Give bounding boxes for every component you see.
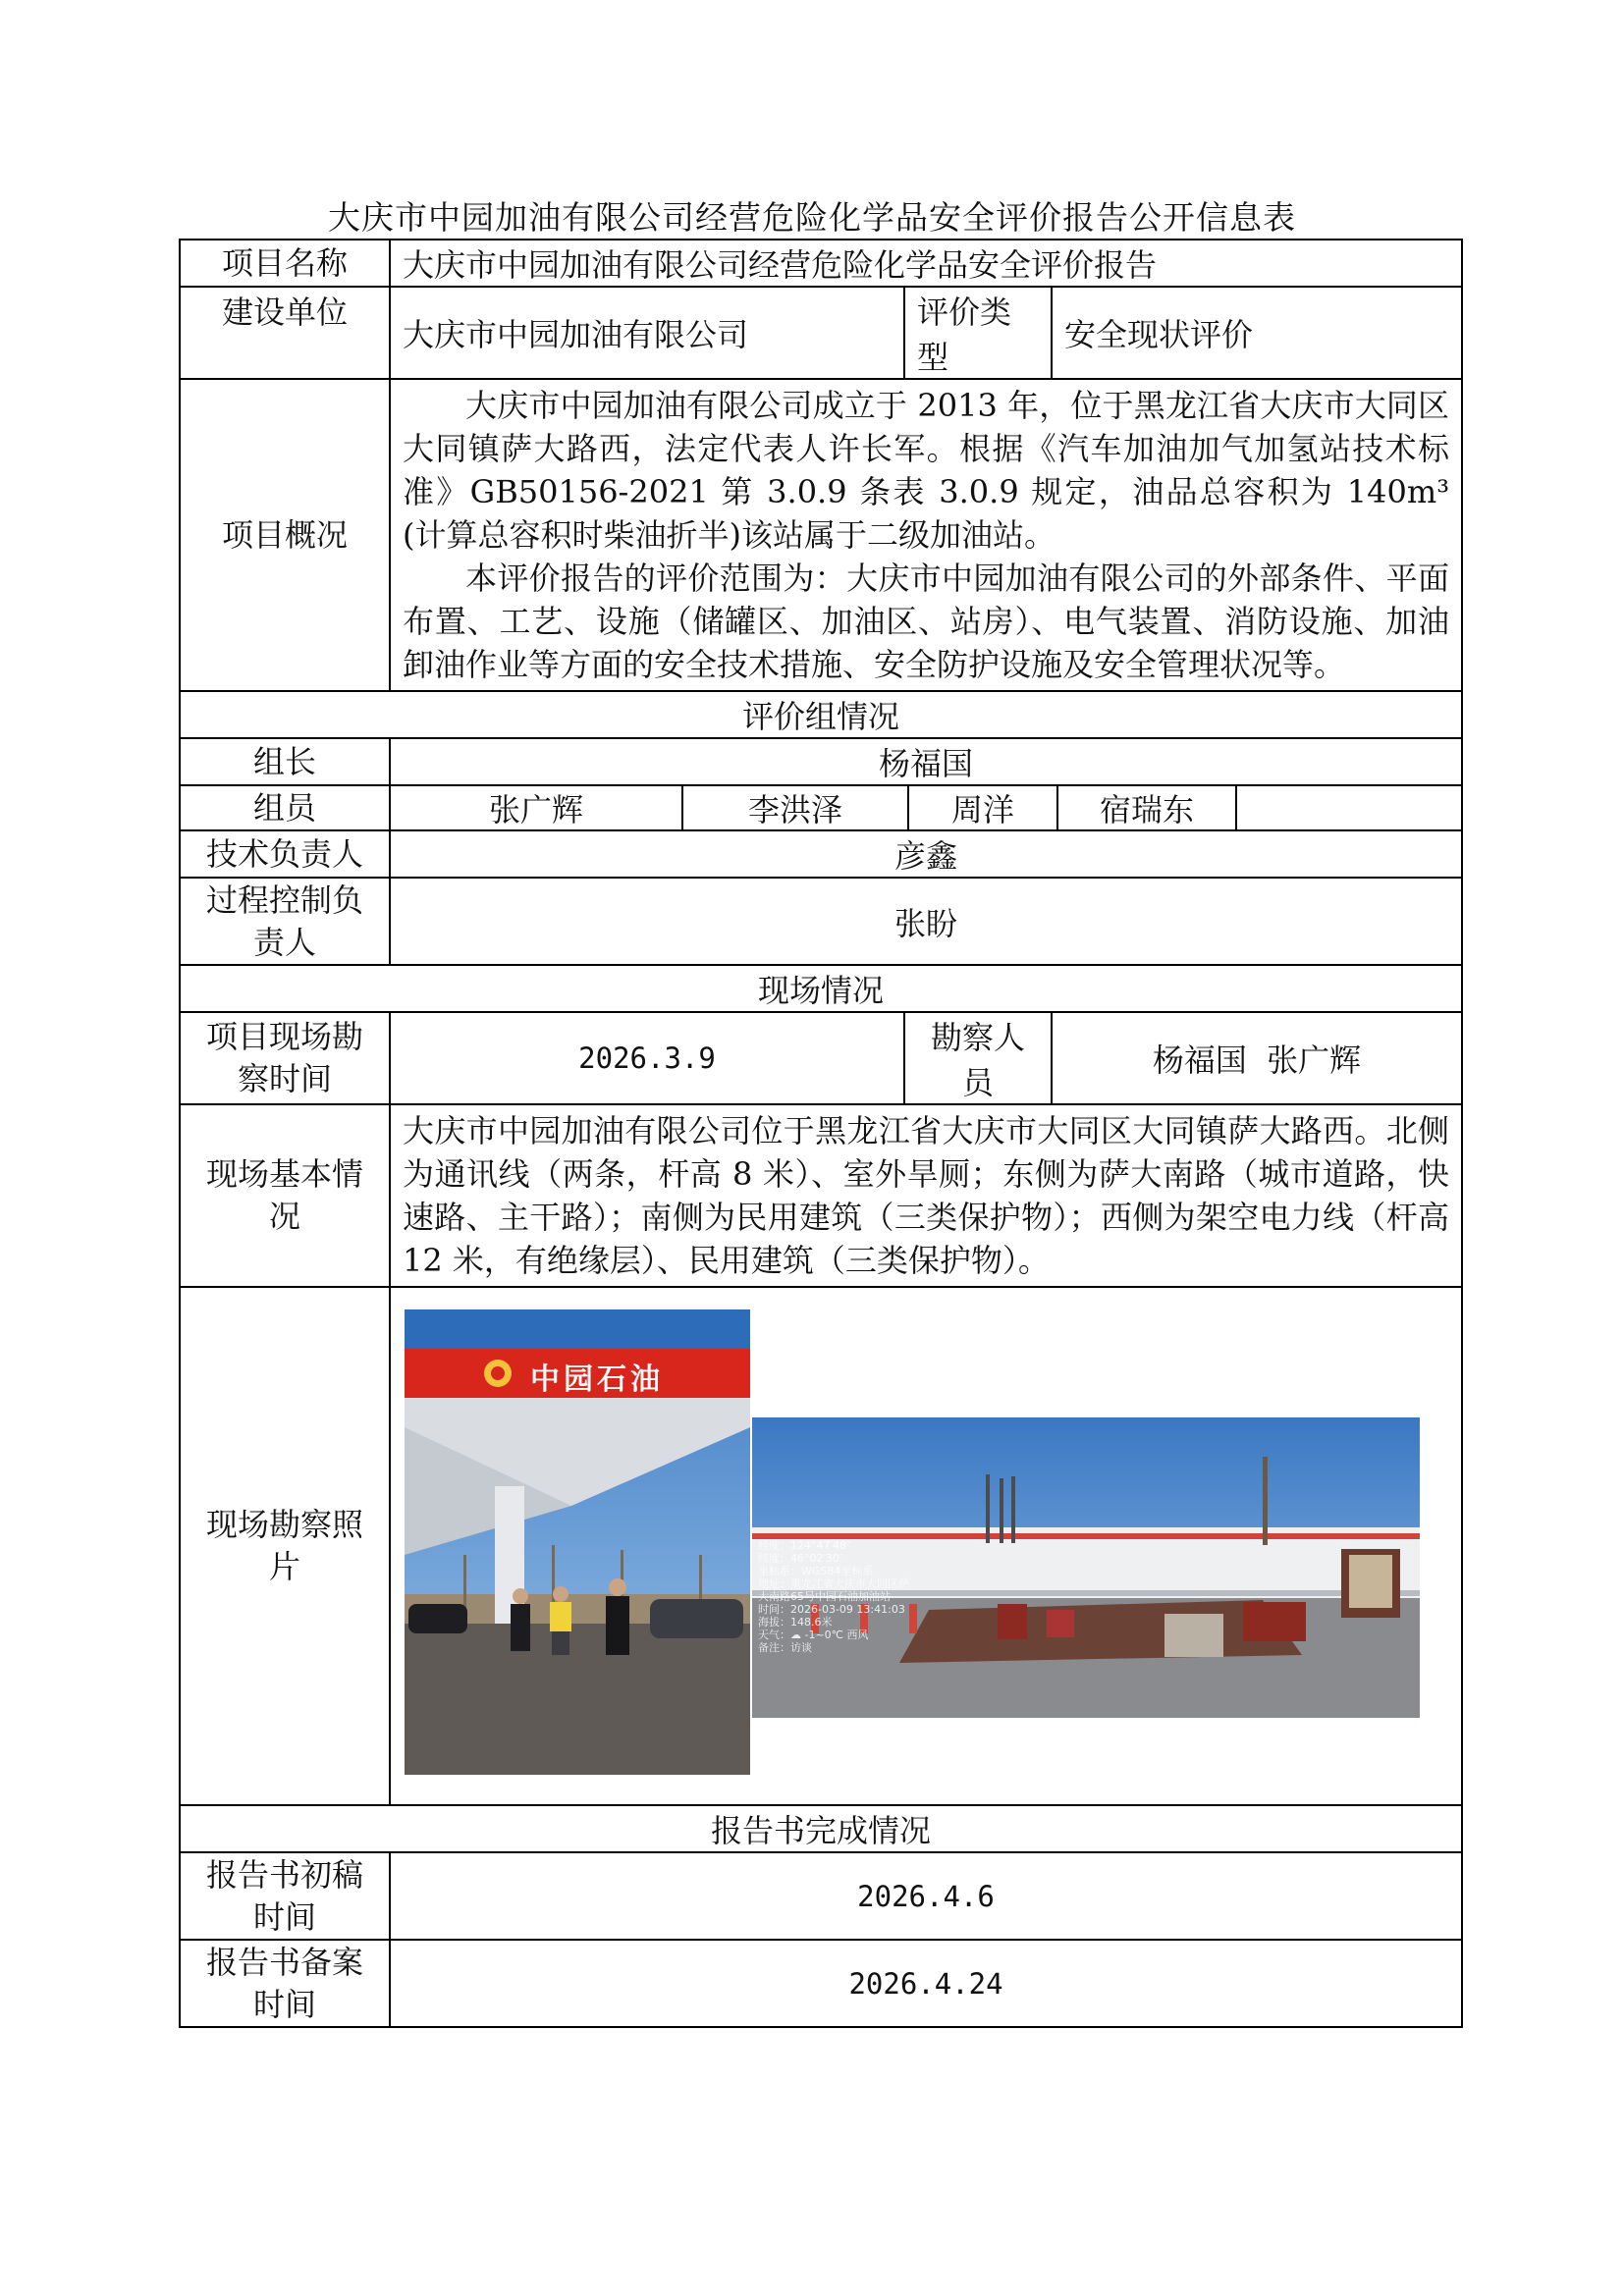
info-table <box>179 239 1463 2028</box>
members-row <box>391 786 1461 829</box>
surveyors-value: 杨福国 张广辉 <box>1052 1012 1462 1104</box>
process-control-value: 张盼 <box>390 878 1462 965</box>
project-name-label: 项目名称 <box>180 240 390 287</box>
survey-time-value: 2026.3.9 <box>390 1012 904 1104</box>
project-overview-label: 项目概况 <box>180 379 390 691</box>
draft-time-label: 报告书初稿时间 <box>180 1852 390 1940</box>
team-section-heading: 评价组情况 <box>180 691 1462 738</box>
member-cell: 张广辉 <box>391 786 683 829</box>
sign-text: 中园石油 <box>530 1362 664 1397</box>
survey-time-label: 项目现场勘察时间 <box>180 1012 390 1104</box>
member-cell: 李洪泽 <box>683 786 909 829</box>
project-overview <box>390 379 1462 691</box>
leader-value: 杨福国 <box>390 738 1462 785</box>
report-section-heading: 报告书完成情况 <box>180 1805 1462 1852</box>
members-label: 组员 <box>180 785 390 830</box>
site-photo-label: 现场勘察照片 <box>180 1287 390 1805</box>
surveyors-label: 勘察人员 <box>904 1012 1052 1104</box>
overview-paragraph-2: 本评价报告的评价范围为：大庆市中园加油有限公司的外部条件、平面布置、工艺、设施（储罐区、加油区、站房）、电气装置、消防设施、加油卸油作业等方面的安全技术措施、安全防护设施及安全管理状况等。 <box>403 560 1450 683</box>
site-photo-canopy <box>405 1309 750 1775</box>
project-name-value: 大庆市中园加油有限公司经营危险化学品安全评价报告 <box>390 240 1462 287</box>
process-control-label: 过程控制负责人 <box>180 878 390 965</box>
evaluation-type-value: 安全现状评价 <box>1052 287 1462 379</box>
member-cell: 宿瑞东 <box>1058 786 1237 829</box>
draft-time-value: 2026.4.6 <box>390 1852 1462 1940</box>
document-title: 大庆市中园加油有限公司经营危险化学品安全评价报告公开信息表 <box>328 198 1296 237</box>
tech-lead-value: 彦鑫 <box>390 830 1462 878</box>
evaluation-type-label: 评价类型 <box>904 287 1052 379</box>
site-photo-tank-area <box>752 1417 1420 1718</box>
construction-unit-value: 大庆市中园加油有限公司 <box>390 287 904 379</box>
photo-watermark: 经度：124°47′48″ 纬度：46°02′30″ 坐标系：WGS84坐标系 地址：黑龙江省大庆市大同区萨 大南路65号中园石油加油站 时间：2026-03-09 13:41:03 海拔：148.6米 天气：☁ -1~0℃ 西风 备注：访谈 <box>758 1539 909 1654</box>
member-cell: 周洋 <box>909 786 1058 829</box>
construction-unit-label: 建设单位 <box>180 287 390 379</box>
leader-label: 组长 <box>180 738 390 785</box>
tech-lead-label: 技术负责人 <box>180 830 390 878</box>
overview-paragraph-1: 大庆市中园加油有限公司成立于 2013 年，位于黑龙江省大庆市大同区大同镇萨大路西，法定代表人许长军。根据《汽车加油加气加氢站技术标准》GB50156-2021 第 3.0.9 条表 3.0.9 规定，油品总容积为 140m³ (计算总容积时柴油折半)该站属于二级加油站。 <box>403 387 1450 554</box>
record-time-label: 报告书备案时间 <box>180 1940 390 2027</box>
site-basic-value: 大庆市中园加油有限公司位于黑龙江省大庆市大同区大同镇萨大路西。北侧为通讯线（两条，杆高 8 米）、室外旱厕；东侧为萨大南路（城市道路，快速路、主干路）；南侧为民用建筑（三类保护物）；西侧为架空电力线（杆高 12 米，有绝缘层）、民用建筑（三类保护物）。 <box>390 1104 1462 1287</box>
site-section-heading: 现场情况 <box>180 965 1462 1012</box>
member-cell <box>1237 786 1461 829</box>
record-time-value: 2026.4.24 <box>390 1940 1462 2027</box>
site-basic-label: 现场基本情况 <box>180 1104 390 1287</box>
site-photos <box>391 1288 1461 1779</box>
